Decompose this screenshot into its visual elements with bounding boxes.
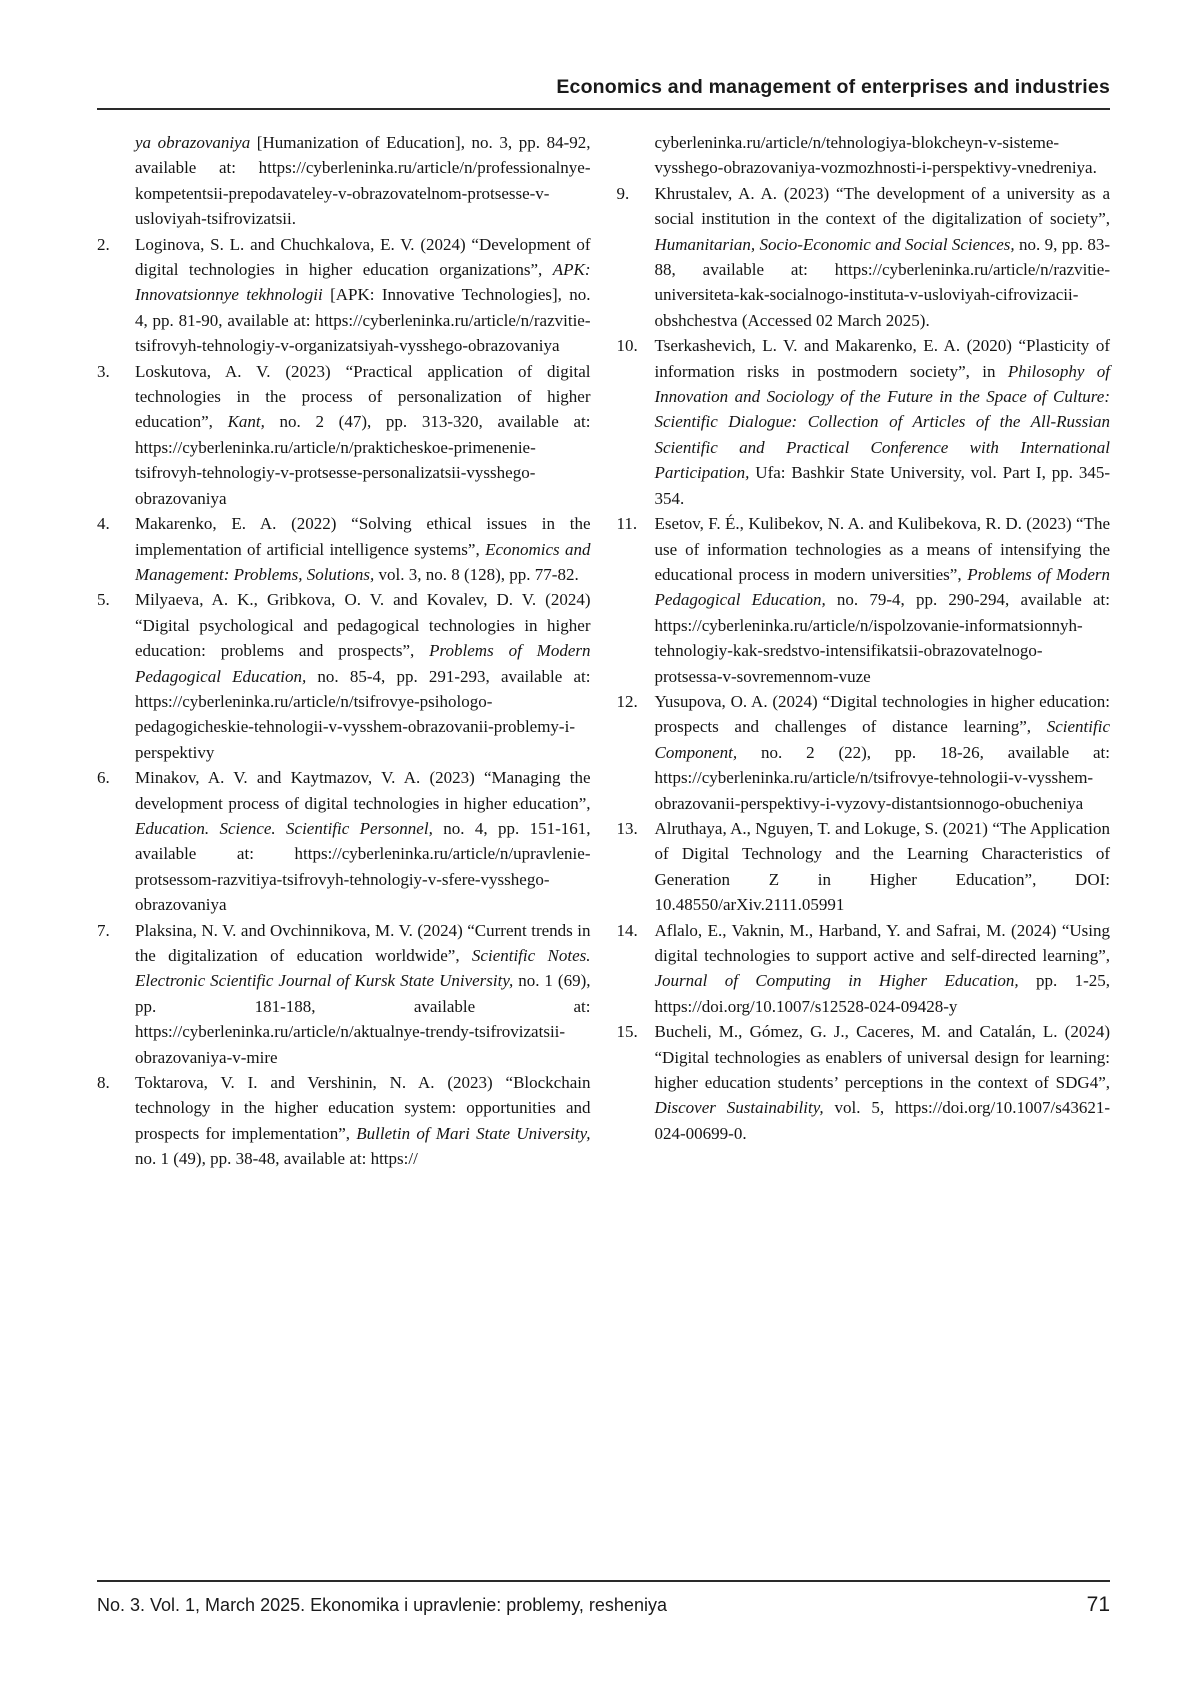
reference-text: Ufa: Bashkir State University, vol. Part I, pp. 345-354. [654, 463, 1110, 508]
reference-source-title: Discover Sustainability, [654, 1098, 824, 1118]
reference-source-title: Problems of Modern Pedagogical Education, [654, 564, 1110, 610]
reference-entry [97, 918, 591, 1070]
reference-text: [Humanization of Education], no. 3, pp. 84-92, available at: https://cyberleninka.ru/article/n/professionalnye-kompetentsii-prepodavateley-v-obrazovatelnom-protsesse-v-usloviyah-tsifrovizatsii. [135, 133, 591, 229]
reference-entry [97, 587, 591, 765]
reference-number: 10. [616, 336, 638, 356]
reference-text: pp. 1-25, https://doi.org/10.1007/s12528-024-09428-y [654, 971, 1110, 1016]
reference-source-title: Philosophy of Innovation and Sociology of the Future in the Space of Culture: Scientific Dialogue: Collection of Articles of the All-Russian Scientific and Practical Conference with International Participation, [654, 361, 1110, 483]
reference-entry [97, 765, 591, 917]
reference-source-title: Economics and Management: Problems, Solutions, [135, 539, 591, 584]
reference-text: no. 2 (22), pp. 18-26, available at: https://cyberleninka.ru/article/n/tsifrovye-tehnologii-v-vysshem-obrazovanii-perspektivy-i-vyzovy-distantsionnogo-obucheniya [654, 742, 1110, 813]
reference-source-title: Education. Science. Scientific Personnel, [135, 818, 433, 838]
reference-entry [617, 130, 1111, 181]
reference-text: Alruthaya, A., Nguyen, T. and Lokuge, S. (2021) “The Application of Digital Technology and the Learning Characteristics of Generation Z in Higher Education”, DOI: 10.48550/arXiv.2111.05991 [654, 818, 1110, 915]
reference-entry [617, 918, 1111, 1020]
reference-text: no. 85-4, pp. 291-293, available at: https://cyberleninka.ru/article/n/tsifrovye-psihologo-pedagogicheskie-tehnologii-v-vysshem-obrazovanii-problemy-i-perspektivy [135, 666, 591, 762]
header-rule [97, 108, 1110, 110]
reference-source-title: Humanitarian, Socio-Economic and Social Sciences, [654, 234, 1015, 254]
reference-source-title: Scientific Component, [654, 717, 1110, 762]
reference-entry [97, 232, 591, 359]
reference-text: Milyaeva, A. K., Gribkova, O. V. and Kovalev, D. V. (2024) “Digital psychological and pedagogical technologies in higher education: problems and prospects”, [135, 590, 591, 661]
running-head: Economics and management of enterprises and industries [556, 76, 1110, 98]
footer-row [97, 1593, 1110, 1617]
reference-text: no. 2 (47), pp. 313-320, available at: https://cyberleninka.ru/article/n/prakticheskoe-primenenie-tsifrovyh-tehnologiy-v-protsesse-personalizatsii-vysshego-obrazovaniya [135, 412, 591, 508]
reference-text: Bucheli, M., Gómez, G. J., Caceres, M. and Catalán, L. (2024) “Digital technologies as enablers of universal design for learning: higher education students’ perceptions in the context of SDG4”, [654, 1022, 1110, 1093]
reference-number: 7. [97, 920, 110, 940]
reference-text: vol. 3, no. 8 (128), pp. 77-82. [374, 564, 579, 584]
reference-text: Tserkashevich, L. V. and Makarenko, E. A. (2020) “Plasticity of information risks in postmodern society”, in [654, 336, 1110, 381]
reference-entry [97, 511, 591, 587]
reference-source-title: Kant, [227, 412, 265, 432]
reference-source-title: Problems of Modern Pedagogical Education, [135, 641, 591, 686]
reference-text: [APK: Innovative Technologies], no. 4, pp. 81-90, available at: https://cyberleninka.ru/article/n/razvitie-tsifrovyh-tehnologiy-v-organizatsiyah-vysshego-obrazovaniya [135, 285, 591, 356]
reference-text: Loginova, S. L. and Chuchkalova, E. V. (2024) “Development of digital technologies in higher education organizations”, [135, 234, 591, 280]
reference-number: 12. [616, 691, 638, 711]
reference-entry [617, 816, 1111, 918]
reference-text: Toktarova, V. I. and Vershinin, N. A. (2023) “Blockchain technology in the higher education system: opportunities and prospects for implementation”, [135, 1073, 591, 1143]
reference-text: no. 1 (49), pp. 38-48, available at: https:// [135, 1149, 418, 1169]
reference-text: no. 4, pp. 151-161, available at: https://cyberleninka.ru/article/n/upravlenie-protsessom-razvitiya-tsifrovyh-tehnologiy-v-sfere-vysshego-obrazovaniya [135, 818, 591, 915]
references-left-column [97, 130, 591, 1172]
reference-number: 3. [97, 361, 110, 381]
page-footer [97, 1580, 1110, 1617]
reference-number: 15. [616, 1022, 638, 1042]
reference-number: 14. [616, 920, 638, 940]
reference-source-title: Scientific Notes. Electronic Scientific Journal of Kursk State University, [135, 946, 591, 991]
reference-text: Plaksina, N. V. and Ovchinnikova, M. V. (2024) “Current trends in the digitalization of education worldwide”, [135, 920, 591, 965]
reference-text: vol. 5, https://doi.org/10.1007/s43621-024-00699-0. [654, 1098, 1110, 1143]
reference-text: Loskutova, A. V. (2023) “Practical application of digital technologies in the process of personalization of higher education”, [135, 361, 591, 432]
reference-source-title: ya obrazovaniya [135, 133, 251, 152]
reference-number: 4. [97, 514, 110, 534]
reference-source-title: Bulletin of Mari State University, [356, 1123, 591, 1143]
issue-line: No. 3. Vol. 1, March 2025. Ekonomika i upravlenie: problemy, resheniya [97, 1595, 667, 1615]
reference-source-title: APK: Innovatsionnye tekhnologii [135, 260, 591, 305]
references-content [97, 130, 1110, 1172]
reference-number: 2. [97, 234, 110, 254]
reference-entry [97, 359, 591, 511]
reference-entry [617, 689, 1111, 816]
reference-number: 6. [97, 768, 110, 788]
reference-entry [97, 1070, 591, 1172]
footer-rule [97, 1580, 1110, 1582]
reference-text: Yusupova, O. A. (2024) “Digital technologies in higher education: prospects and challenges of distance learning”, [654, 691, 1110, 737]
reference-number: 9. [616, 183, 630, 203]
reference-text: Khrustalev, A. A. (2023) “The development of a university as a social institution in the context of the digitalization of society”, [654, 183, 1110, 229]
page-number: 71 [1086, 1593, 1110, 1616]
reference-number: 8. [97, 1073, 110, 1093]
reference-text: Aflalo, E., Vaknin, M., Harband, Y. and Safrai, M. (2024) “Using digital technologies to support active and self-directed learning”, [654, 920, 1110, 965]
reference-entry [617, 511, 1111, 689]
reference-entry [97, 130, 591, 232]
reference-entry [617, 181, 1111, 333]
reference-number: 11. [616, 514, 638, 534]
reference-text: no. 79-4, pp. 290-294, available at: https://cyberleninka.ru/article/n/ispolzovanie-informatsionnyh-tehnologiy-kak-sredstvo-intensifikatsii-obrazovatelnogo-protsessa-v-sovremennom-vuze [654, 590, 1110, 686]
reference-entry [617, 333, 1111, 511]
reference-source-title: Journal of Computing in Higher Education, [654, 971, 1019, 991]
reference-entry [617, 1019, 1111, 1146]
reference-text: Esetov, F. É., Kulibekov, N. A. and Kulibekova, R. D. (2023) “The use of information technologies as a means of intensifying the educational process in modern universities”, [654, 514, 1110, 584]
reference-text: Makarenko, E. A. (2022) “Solving ethical issues in the implementation of artificial intelligence systems”, [135, 514, 591, 559]
references-right-column [617, 130, 1111, 1172]
reference-text: Minakov, A. V. and Kaytmazov, V. A. (2023) “Managing the development process of digital technologies in higher education”, [135, 768, 591, 813]
reference-number: 13. [616, 818, 638, 838]
reference-text: cyberleninka.ru/article/n/tehnologiya-blokcheyn-v-sisteme-vysshego-obrazovaniya-vozmozhnosti-i-perspektivy-vnedreniya. [654, 133, 1097, 178]
reference-text: no. 9, pp. 83-88, available at: https://cyberleninka.ru/article/n/razvitie-universiteta-kak-socialnogo-instituta-v-usloviyah-cifrovizacii-obshchestva (Accessed 02 March 2025). [654, 234, 1110, 330]
reference-number: 5. [97, 590, 110, 610]
reference-text: no. 1 (69), pp. 181-188, available at: https://cyberleninka.ru/article/n/aktualnye-trendy-tsifrovizatsii-obrazovaniya-v-mire [135, 971, 591, 1067]
page-header [97, 76, 1110, 110]
